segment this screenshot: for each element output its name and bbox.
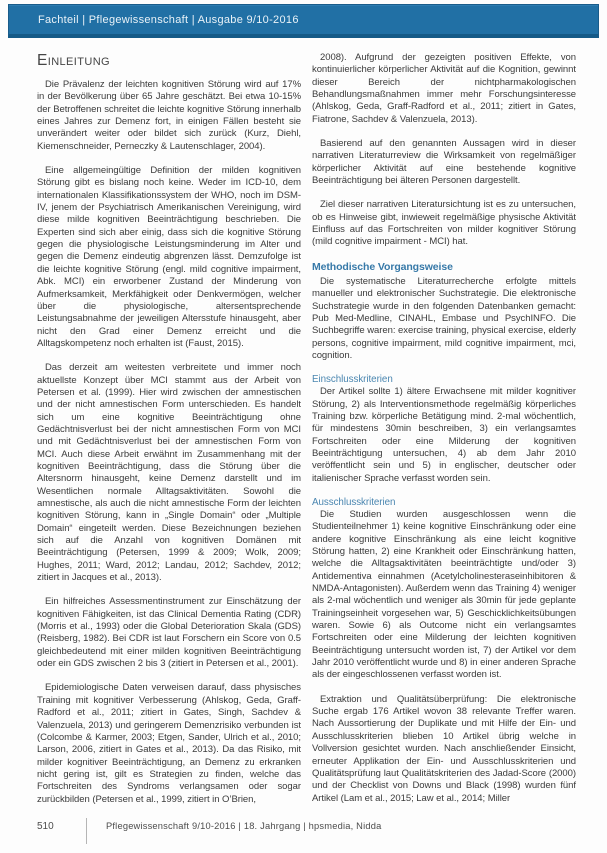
footer-divider (86, 818, 87, 844)
page-footer (37, 818, 577, 844)
section-heading-methodik: Methodische Vorgangsweise (312, 260, 453, 273)
paragraph: Basierend auf den genannten Aussagen wird in dieser narrativen Literaturreview die Wirksamkeit von regelmäßiger körperlicher Aktivität auf eine bestehende kognitive Beeinträchtigung bei älteren Personen dargestellt. (312, 138, 576, 187)
paragraph: Die systematische Literaturrecherche erfolgte mittels manueller und elektronischer Suchstrategie. Die elektronische Suchstrategie wurde in den folgenden Datenbanken gemacht: Pub Med-Medline, CINAHL, Embase und PsychINFO. Die Suchbegriffe waren: exercise training, physical exercise, elderly persons, cognitive impairment, mild cognitive impairment, mci, cognition. (312, 275, 576, 361)
paragraph: Extraktion und Qualitätsüberprüfung: Die elektronische Suche ergab 176 Artikel wovon 38 relevante Treffer waren. Nach Aussortierung der Duplikate und mit Hilfe der Ein- und Ausschlusskriterien blieben 10 Artikel übrig welche in Vollversion gesichtet wurden. Nach anschließender Einsicht, erneuter Applikation der Ein- und Ausschlusskriterien und Qualitätsprüfung laut Qualitätskriterien des Jadad-Score (2000) und der Checklist von Downs und Black (1998) wurden fünf Artikel (Lam et al., 2015; Law et al., 2014; Miller (312, 693, 576, 804)
issue-header-bar (8, 4, 599, 38)
subheading-einschlusskriterien: Einschlusskriterien (312, 374, 393, 386)
paragraph: Eine allgemeingültige Definition der milden kognitiven Störung gibt es bislang noch keine. Weder im ICD-10, dem internationalen Klassifikationssystem der WHO, noch im DSM-IV, jenem der Psychiatrisch Amerikanischen Vereinigung, wird diese milde kognitiven Beeinträchtigung beschrieben. Die Experten sind sich aber einig, dass sich die kognitive Störung gegen die physiologische Leistungsminderung im Alter und gegen die Demenz eindeutig abgrenzen lässt. Demzufolge ist die leichte kognitive Störung (engl. mild cognitive impairment, Abk. MCI) ein erworbener Zustand der Minderung von Aufmerksamkeit, Merkfähigkeit oder Denkvermögen, welcher über die physiologische, altersentsprechende Leistungsabnahme der jeweiligen Altersstufe hinausgeht, aber nicht den Grad einer Demenz erreicht und die Alltagskompetenz noch erhalten ist (Faust, 2015). (37, 165, 301, 349)
footer-journal-line: Pflegewissenschaft 9/10-2016 | 18. Jahrgang | hpsmedia, Nidda (106, 821, 382, 831)
paragraph: Ein hilfreiches Assessmentinstrument zur Einschätzung der kognitiven Fähigkeiten, ist das Clinical Dementia Rating (CDR) (Morris et al., 1993) oder die Global Deterioration Skala (GDS) (Reisberg, 1982). Bei CDR ist laut Forschern ein Score von 0.5 gleichbedeutend mit einer milden kognitiven Beeinträchtigung oder ein GDS zwischen 2 bis 3 (zitiert in Petersen et al., 2001). (37, 596, 301, 670)
paragraph: Das derzeit am weitesten verbreitete und immer noch aktuellste Konzept über MCI stammt aus der Arbeit von Petersen et al. (1999). Hier wird zwischen der amnestischen und der nicht amnestischen Form unterschieden. Es handelt sich um eine kognitive Beeinträchtigung ohne Gedächtnisverlust bei der nicht amnestischen Form von MCI und mit Gedächtnisverlust bei der amnestischen Form von MCI. Auch diese Arbeit erwähnt im Zusammenhang mit der kognitiven Beeinträchtigung, dass die Störung über die Altersnorm hinausgeht, keine Demenz darstellt und im Wesentlichen normale Alltagsaktivitäten. Sowohl die amnestische, als auch die nicht amnestische Form der leichten kognitiven Störung, kann in „Single Domain“ oder „Multiple Domain“ eingeteilt werden. Diese Bezeichnungen beziehen sich auf die Anzahl von kognitiven Domänen mit Beeinträchtigung (Petersen, 1999 & 2009; Wolk, 2009; Hughes, 2011; Ward, 2012; Landau, 2012; Sachdev, 2012; zitiert in Jacques et al., 2013). (37, 362, 301, 584)
article-body (37, 52, 577, 818)
subheading-ausschlusskriterien: Ausschlusskriterien (312, 496, 396, 508)
page-number: 510 (37, 821, 54, 832)
left-column (37, 52, 301, 818)
section-heading-einleitung: Einleitung (37, 52, 111, 69)
paragraph: Der Artikel sollte 1) ältere Erwachsene mit milder kognitiver Störung, 2) als Interventionsmethode regelmäßig körperliches Training bzw. körperliche Betätigung mind. 2-mal wöchentlich, für mindestens 30min beschreiben, 3) ein verlangsamtes Fortschreiten oder eine Milderung der kognitiven Beeinträchtigung untersuchen, 4) ab dem Jahr 2010 veröffentlicht sein und 5) in englischer, deutscher oder italienischer Sprache verfasst worden sein. (312, 386, 576, 484)
paragraph: Epidemiologische Daten verweisen darauf, dass physisches Training mit kognitiver Verbesserung (Ahlskog, Geda, Graff-Radford et al., 2011; zitiert in Gates, Singh, Sachdev & Valenzuela, 2013) und geringerem Demenzrisiko verbunden ist (Colcombe & Karmer, 2003; Etgen, Sander, Ulrich et al., 2010; Larson, 2006, zitiert in Gates et al., 2013). Da das Risiko, mit milder kognitiver Beeinträchtigung, an Demenz zu erkranken nicht gering ist, gilt es Strategien zu finden, welche das Fortschreiten des Syndroms verlangsamen oder sogar zurückbilden (Petersen et al., 1999, zitiert in O’Brien, (37, 682, 301, 805)
paragraph: Ziel dieser narrativen Literatursichtung ist es zu untersuchen, ob es Hinweise gibt, inwieweit regelmäßige physische Aktivität Einfluss auf das Fortschreiten von milder kognitiver Störung (mild cognitive impairment - MCI) hat. (312, 199, 576, 248)
issue-header-text: Fachteil | Pflegewissenschaft | Ausgabe 9/10-2016 (38, 13, 299, 26)
paragraph: 2008). Aufgrund der gezeigten positiven Effekte, von kontinuierlicher körperlicher Aktivität auf die Kognition, gewinnt dieser Bereich der nichtpharmakologischen Behandlungsmaßnahmen immer mehr Forschungsinteresse (Ahlskog, Geda, Graff-Radford et al., 2011; zitiert in Gates, Fiatrone, Sachdev & Valenzuela, 2013). (312, 52, 576, 125)
right-column (312, 52, 576, 818)
paragraph: Die Prävalenz der leichten kognitiven Störung wird auf 17% in der Bevölkerung über 65 Jahre geschätzt. Bei etwa 10-15% der Betroffenen schreitet die leichte kognitive Störung innerhalb eines Jahres zur Demenz fort, in einigen Fällen besteht sie unverändert weiter oder bildet sich zurück (Kurz, Diehl, Kiemenschneider, Perneczky & Lautenschlager, 2004). (37, 79, 301, 152)
paragraph: Die Studien wurden ausgeschlossen wenn die Studienteilnehmer 1) keine kognitive Einschränkung oder eine andere kognitive Einschränkung als eine leicht kognitive Störung hatten, 2) eine Krankheit oder Einschränkung hatten, welche die Alltagsaktivitäten beeinträchtigte und/oder 3) Antidementiva einnahmen (Acetylcholinesteraseinhibitoren & NMDA-Antagonisten). Außerdem wenn das Training 4) weniger als 2-mal wöchentlich und weniger als 30min für jede geplante Trainingseinheit vorgesehen war, 5) Geschicklichkeitsübungen waren. Sowie 6) als Outcome nicht ein verlangsamtes Fortschreiten oder eine Milderung der leichten kognitiven Beeinträchtigung untersucht worden ist, 7) der Artikel vor dem Jahr 2010 veröffentlicht wurde und 8) in einer anderen Sprache als der eingeschlossenen verfasst worden ist. (312, 508, 576, 681)
